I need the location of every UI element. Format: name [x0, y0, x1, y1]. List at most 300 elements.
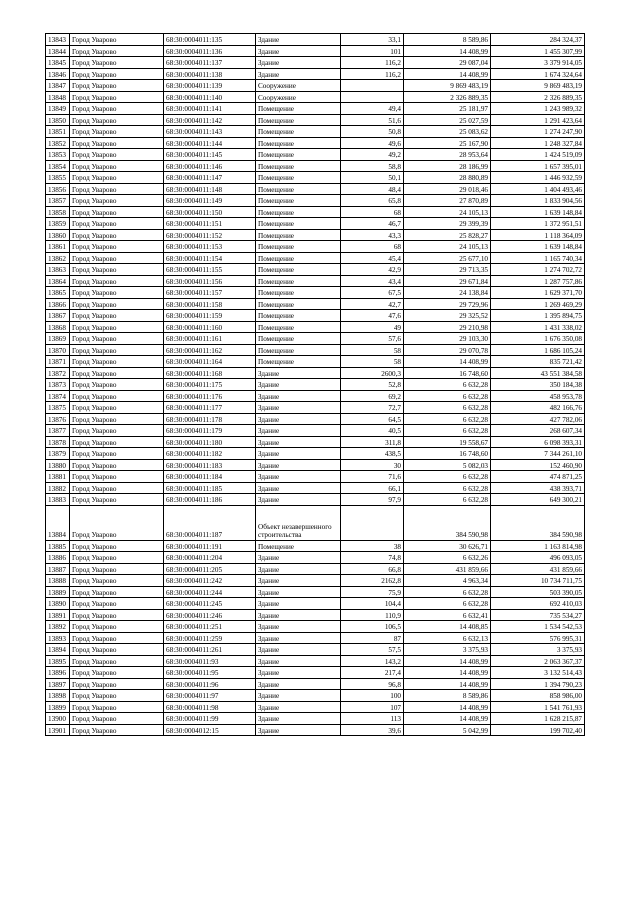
unit-value-cell: 6 632,28 [404, 390, 491, 402]
object-type-cell: Помещение [256, 287, 341, 299]
row-number-cell: 13872 [46, 367, 70, 379]
row-number-cell: 13876 [46, 413, 70, 425]
table-row [46, 195, 585, 207]
object-type-cell: Здание [256, 482, 341, 494]
unit-value-cell: 14 408,99 [404, 356, 491, 368]
row-number-cell: 13888 [46, 575, 70, 587]
row-number-cell: 13886 [46, 552, 70, 564]
unit-value-cell: 6 632,28 [404, 482, 491, 494]
cadastral-value-cell: 1 676 350,08 [491, 333, 585, 345]
cadastral-value-cell: 1 243 989,32 [491, 103, 585, 115]
table-row [46, 183, 585, 195]
table-row [46, 621, 585, 633]
object-type-cell: Помещение [256, 333, 341, 345]
row-number-cell: 13862 [46, 252, 70, 264]
unit-value-cell: 4 963,34 [404, 575, 491, 587]
object-type-cell: Помещение [256, 321, 341, 333]
object-type-cell: Помещение [256, 229, 341, 241]
cadastral-value-cell: 1 686 105,24 [491, 344, 585, 356]
row-number-cell: 13845 [46, 57, 70, 69]
table-row [46, 471, 585, 483]
table-row [46, 505, 585, 540]
unit-value-cell: 6 632,13 [404, 632, 491, 644]
area-cell: 43,3 [341, 229, 404, 241]
cadastral-number-cell: 68:30:0004011:183 [164, 459, 256, 471]
unit-value-cell: 29 103,30 [404, 333, 491, 345]
row-number-cell: 13900 [46, 713, 70, 725]
cadastral-number-cell: 68:30:0004011:261 [164, 644, 256, 656]
area-cell: 57,5 [341, 644, 404, 656]
city-cell: Город Уварово [70, 183, 164, 195]
unit-value-cell: 6 632,28 [404, 586, 491, 598]
cadastral-value-cell: 1 287 757,86 [491, 275, 585, 287]
city-cell: Город Уварово [70, 482, 164, 494]
unit-value-cell: 29 087,04 [404, 57, 491, 69]
city-cell: Город Уварово [70, 436, 164, 448]
unit-value-cell: 14 408,85 [404, 621, 491, 633]
row-number-cell: 13897 [46, 678, 70, 690]
unit-value-cell: 29 325,52 [404, 310, 491, 322]
row-number-cell: 13871 [46, 356, 70, 368]
city-cell: Город Уварово [70, 172, 164, 184]
city-cell: Город Уварово [70, 68, 164, 80]
city-cell: Город Уварово [70, 494, 164, 506]
cadastral-value-cell: 350 184,38 [491, 379, 585, 391]
cadastral-number-cell: 68:30:0004011:158 [164, 298, 256, 310]
cadastral-value-cell: 1 628 215,87 [491, 713, 585, 725]
unit-value-cell: 3 375,93 [404, 644, 491, 656]
row-number-cell: 13882 [46, 482, 70, 494]
object-type-cell: Помещение [256, 298, 341, 310]
cadastral-value-cell: 3 132 514,43 [491, 667, 585, 679]
object-type-cell: Помещение [256, 183, 341, 195]
table-row [46, 552, 585, 564]
city-cell: Город Уварово [70, 103, 164, 115]
area-cell: 45,4 [341, 252, 404, 264]
table-row [46, 459, 585, 471]
object-type-cell: Здание [256, 402, 341, 414]
table-row [46, 275, 585, 287]
unit-value-cell: 29 729,96 [404, 298, 491, 310]
cadastral-number-cell: 68:30:0004011:144 [164, 137, 256, 149]
cadastral-number-cell: 68:30:0004011:155 [164, 264, 256, 276]
unit-value-cell: 28 953,64 [404, 149, 491, 161]
city-cell: Город Уварово [70, 126, 164, 138]
unit-value-cell: 29 399,39 [404, 218, 491, 230]
table-row [46, 482, 585, 494]
area-cell: 113 [341, 713, 404, 725]
object-type-cell: Здание [256, 425, 341, 437]
unit-value-cell: 14 408,99 [404, 701, 491, 713]
area-cell: 311,8 [341, 436, 404, 448]
object-type-cell: Здание [256, 68, 341, 80]
city-cell: Город Уварово [70, 609, 164, 621]
city-cell: Город Уварово [70, 91, 164, 103]
cadastral-number-cell: 68:30:0004011:93 [164, 655, 256, 667]
row-number-cell: 13891 [46, 609, 70, 621]
object-type-cell: Здание [256, 701, 341, 713]
cadastral-number-cell: 68:30:0004011:164 [164, 356, 256, 368]
table-row [46, 344, 585, 356]
table-row [46, 713, 585, 725]
row-number-cell: 13852 [46, 137, 70, 149]
cadastral-number-cell: 68:30:0004011:140 [164, 91, 256, 103]
unit-value-cell: 5 082,03 [404, 459, 491, 471]
cadastral-value-cell: 858 986,00 [491, 690, 585, 702]
area-cell: 43,4 [341, 275, 404, 287]
row-number-cell: 13854 [46, 160, 70, 172]
unit-value-cell: 6 632,28 [404, 598, 491, 610]
object-type-cell: Здание [256, 45, 341, 57]
area-cell: 48,4 [341, 183, 404, 195]
row-number-cell: 13867 [46, 310, 70, 322]
area-cell: 68 [341, 241, 404, 253]
object-type-cell: Здание [256, 57, 341, 69]
city-cell: Город Уварово [70, 356, 164, 368]
cadastral-value-cell: 199 702,40 [491, 724, 585, 736]
area-cell: 67,5 [341, 287, 404, 299]
row-number-cell: 13868 [46, 321, 70, 333]
row-number-cell: 13896 [46, 667, 70, 679]
table-row [46, 644, 585, 656]
row-number-cell: 13844 [46, 45, 70, 57]
object-type-cell: Помещение [256, 126, 341, 138]
area-cell: 49,4 [341, 103, 404, 115]
area-cell: 2162,8 [341, 575, 404, 587]
cadastral-number-cell: 68:30:0004011:137 [164, 57, 256, 69]
unit-value-cell: 5 042,99 [404, 724, 491, 736]
city-cell: Город Уварово [70, 137, 164, 149]
row-number-cell: 13887 [46, 563, 70, 575]
cadastral-value-cell: 1 118 364,09 [491, 229, 585, 241]
table-row [46, 252, 585, 264]
cadastral-number-cell: 68:30:0004011:154 [164, 252, 256, 264]
row-number-cell: 13901 [46, 724, 70, 736]
cadastral-number-cell: 68:30:0004011:251 [164, 621, 256, 633]
object-type-cell: Здание [256, 678, 341, 690]
object-type-cell: Здание [256, 598, 341, 610]
cadastral-number-cell: 68:30:0004011:139 [164, 80, 256, 92]
table-row [46, 114, 585, 126]
cadastral-value-cell: 1 629 371,70 [491, 287, 585, 299]
unit-value-cell: 6 632,28 [404, 425, 491, 437]
cadastral-number-cell: 68:30:0004011:98 [164, 701, 256, 713]
cadastral-value-cell: 431 859,66 [491, 563, 585, 575]
cadastral-number-cell: 68:30:0004011:143 [164, 126, 256, 138]
row-number-cell: 13899 [46, 701, 70, 713]
row-number-cell: 13843 [46, 34, 70, 46]
object-type-cell: Здание [256, 563, 341, 575]
unit-value-cell: 14 408,99 [404, 655, 491, 667]
table-row [46, 690, 585, 702]
city-cell: Город Уварово [70, 206, 164, 218]
row-number-cell: 13889 [46, 586, 70, 598]
cadastral-number-cell: 68:30:0004011:136 [164, 45, 256, 57]
row-number-cell: 13898 [46, 690, 70, 702]
unit-value-cell: 29 671,84 [404, 275, 491, 287]
city-cell: Город Уварово [70, 298, 164, 310]
unit-value-cell: 25 828,27 [404, 229, 491, 241]
city-cell: Город Уварово [70, 575, 164, 587]
cadastral-number-cell: 68:30:0004011:96 [164, 678, 256, 690]
area-cell: 49,2 [341, 149, 404, 161]
object-type-cell: Здание [256, 379, 341, 391]
object-type-cell: Здание [256, 413, 341, 425]
area-cell: 52,8 [341, 379, 404, 391]
table-row [46, 367, 585, 379]
unit-value-cell: 24 138,84 [404, 287, 491, 299]
cadastral-value-cell: 10 734 711,75 [491, 575, 585, 587]
table-row [46, 402, 585, 414]
cadastral-number-cell: 68:30:0004011:175 [164, 379, 256, 391]
cadastral-value-cell: 2 063 367,37 [491, 655, 585, 667]
object-type-cell: Помещение [256, 114, 341, 126]
cadastral-number-cell: 68:30:0004011:178 [164, 413, 256, 425]
unit-value-cell: 6 632,41 [404, 609, 491, 621]
table-row [46, 137, 585, 149]
cadastral-number-cell: 68:30:0004011:168 [164, 367, 256, 379]
table-row [46, 356, 585, 368]
city-cell: Город Уварово [70, 471, 164, 483]
object-type-cell: Здание [256, 390, 341, 402]
area-cell: 72,7 [341, 402, 404, 414]
city-cell: Город Уварово [70, 724, 164, 736]
cadastral-number-cell: 68:30:0004011:97 [164, 690, 256, 702]
city-cell: Город Уварово [70, 540, 164, 552]
area-cell: 40,5 [341, 425, 404, 437]
unit-value-cell: 24 105,13 [404, 206, 491, 218]
table-row [46, 609, 585, 621]
area-cell: 46,7 [341, 218, 404, 230]
city-cell: Город Уварово [70, 252, 164, 264]
cadastral-value-cell: 1 455 307,99 [491, 45, 585, 57]
object-type-cell: Помещение [256, 149, 341, 161]
object-type-cell: Помещение [256, 172, 341, 184]
cadastral-number-cell: 68:30:0004011:95 [164, 667, 256, 679]
unit-value-cell: 16 748,60 [404, 367, 491, 379]
cadastral-value-cell: 503 390,05 [491, 586, 585, 598]
unit-value-cell: 6 632,28 [404, 494, 491, 506]
cadastral-value-cell: 1 269 469,29 [491, 298, 585, 310]
city-cell: Город Уварово [70, 459, 164, 471]
unit-value-cell: 16 748,60 [404, 448, 491, 460]
object-type-cell: Здание [256, 632, 341, 644]
cadastral-number-cell: 68:30:0004011:135 [164, 34, 256, 46]
row-number-cell: 13881 [46, 471, 70, 483]
table-row [46, 241, 585, 253]
cadastral-value-cell: 152 460,90 [491, 459, 585, 471]
object-type-cell: Помещение [256, 344, 341, 356]
row-number-cell: 13883 [46, 494, 70, 506]
table-row [46, 45, 585, 57]
city-cell: Город Уварово [70, 344, 164, 356]
cadastral-value-cell: 3 379 914,05 [491, 57, 585, 69]
area-cell: 49 [341, 321, 404, 333]
cadastral-value-cell: 1 274 247,90 [491, 126, 585, 138]
cadastral-value-cell: 1 674 324,64 [491, 68, 585, 80]
row-number-cell: 13880 [46, 459, 70, 471]
unit-value-cell: 2 326 889,35 [404, 91, 491, 103]
cadastral-value-cell: 2 326 889,35 [491, 91, 585, 103]
unit-value-cell: 14 408,99 [404, 678, 491, 690]
area-cell: 65,8 [341, 195, 404, 207]
cadastral-value-cell: 284 324,37 [491, 34, 585, 46]
cadastral-number-cell: 68:30:0004011:180 [164, 436, 256, 448]
area-cell: 75,9 [341, 586, 404, 598]
cadastral-number-cell: 68:30:0004011:149 [164, 195, 256, 207]
cadastral-number-cell: 68:30:0004011:150 [164, 206, 256, 218]
cadastral-value-cell: 1 372 951,51 [491, 218, 585, 230]
area-cell: 66,1 [341, 482, 404, 494]
object-type-cell: Здание [256, 655, 341, 667]
object-type-cell: Здание [256, 575, 341, 587]
city-cell: Город Уварово [70, 701, 164, 713]
row-number-cell: 13861 [46, 241, 70, 253]
area-cell: 106,5 [341, 621, 404, 633]
city-cell: Город Уварово [70, 264, 164, 276]
city-cell: Город Уварово [70, 690, 164, 702]
unit-value-cell: 25 181,97 [404, 103, 491, 115]
area-cell: 42,9 [341, 264, 404, 276]
unit-value-cell: 6 632,28 [404, 402, 491, 414]
table-row [46, 229, 585, 241]
unit-value-cell: 30 626,71 [404, 540, 491, 552]
city-cell: Город Уварово [70, 448, 164, 460]
cadastral-number-cell: 68:30:0004011:179 [164, 425, 256, 437]
row-number-cell: 13893 [46, 632, 70, 644]
area-cell: 71,6 [341, 471, 404, 483]
city-cell: Город Уварово [70, 241, 164, 253]
row-number-cell: 13873 [46, 379, 70, 391]
cadastral-value-cell: 496 093,05 [491, 552, 585, 564]
object-type-cell: Помещение [256, 264, 341, 276]
unit-value-cell: 25 027,59 [404, 114, 491, 126]
table-row [46, 678, 585, 690]
unit-value-cell: 384 590,98 [404, 505, 491, 540]
table-row [46, 425, 585, 437]
area-cell: 97,9 [341, 494, 404, 506]
cadastral-value-cell: 7 344 261,10 [491, 448, 585, 460]
row-number-cell: 13874 [46, 390, 70, 402]
area-cell: 58 [341, 356, 404, 368]
object-type-cell: Помещение [256, 241, 341, 253]
cadastral-value-cell: 3 375,93 [491, 644, 585, 656]
city-cell: Город Уварово [70, 621, 164, 633]
cadastral-number-cell: 68:30:0004011:142 [164, 114, 256, 126]
unit-value-cell: 431 859,66 [404, 563, 491, 575]
table-row [46, 298, 585, 310]
unit-value-cell: 24 105,13 [404, 241, 491, 253]
table-row [46, 149, 585, 161]
cadastral-value-cell: 1 639 148,84 [491, 206, 585, 218]
unit-value-cell: 8 589,86 [404, 690, 491, 702]
area-cell: 68 [341, 206, 404, 218]
cadastral-value-cell: 1 424 519,09 [491, 149, 585, 161]
area-cell: 2600,3 [341, 367, 404, 379]
cadastral-number-cell: 68:30:0004011:141 [164, 103, 256, 115]
cadastral-value-cell: 384 590,98 [491, 505, 585, 540]
object-type-cell: Здание [256, 34, 341, 46]
table-row [46, 103, 585, 115]
cadastral-value-cell: 482 166,76 [491, 402, 585, 414]
table-row [46, 218, 585, 230]
object-type-cell: Помещение [256, 310, 341, 322]
city-cell: Город Уварово [70, 275, 164, 287]
cadastral-number-cell: 68:30:0004011:259 [164, 632, 256, 644]
cadastral-number-cell: 68:30:0004011:244 [164, 586, 256, 598]
cadastral-value-cell: 649 300,21 [491, 494, 585, 506]
table-row [46, 413, 585, 425]
cadastral-value-cell: 427 782,06 [491, 413, 585, 425]
area-cell: 49,6 [341, 137, 404, 149]
cadastral-value-table [45, 33, 585, 736]
row-number-cell: 13884 [46, 505, 70, 540]
table-row [46, 563, 585, 575]
cadastral-value-cell: 1 163 814,98 [491, 540, 585, 552]
city-cell: Город Уварово [70, 34, 164, 46]
area-cell: 143,2 [341, 655, 404, 667]
object-type-cell: Здание [256, 724, 341, 736]
cadastral-number-cell: 68:30:0004011:185 [164, 482, 256, 494]
city-cell: Город Уварово [70, 333, 164, 345]
cadastral-value-cell: 1 274 702,72 [491, 264, 585, 276]
city-cell: Город Уварово [70, 586, 164, 598]
object-type-cell: Здание [256, 471, 341, 483]
row-number-cell: 13855 [46, 172, 70, 184]
unit-value-cell: 6 632,28 [404, 413, 491, 425]
city-cell: Город Уварово [70, 425, 164, 437]
object-type-cell: Помещение [256, 275, 341, 287]
row-number-cell: 13892 [46, 621, 70, 633]
city-cell: Город Уварово [70, 218, 164, 230]
row-number-cell: 13863 [46, 264, 70, 276]
object-type-cell: Здание [256, 713, 341, 725]
city-cell: Город Уварово [70, 413, 164, 425]
row-number-cell: 13859 [46, 218, 70, 230]
cadastral-value-cell: 1 404 493,46 [491, 183, 585, 195]
city-cell: Город Уварово [70, 367, 164, 379]
table-row [46, 667, 585, 679]
city-cell: Город Уварово [70, 598, 164, 610]
cadastral-value-cell: 1 639 148,84 [491, 241, 585, 253]
cadastral-value-cell: 1 534 542,53 [491, 621, 585, 633]
unit-value-cell: 6 632,28 [404, 471, 491, 483]
object-type-cell: Помещение [256, 137, 341, 149]
row-number-cell: 13878 [46, 436, 70, 448]
area-cell: 66,8 [341, 563, 404, 575]
area-cell: 51,6 [341, 114, 404, 126]
row-number-cell: 13849 [46, 103, 70, 115]
city-cell: Город Уварово [70, 667, 164, 679]
cadastral-number-cell: 68:30:0004011:162 [164, 344, 256, 356]
cadastral-number-cell: 68:30:0004011:245 [164, 598, 256, 610]
row-number-cell: 13856 [46, 183, 70, 195]
cadastral-number-cell: 68:30:0004011:182 [164, 448, 256, 460]
city-cell: Город Уварово [70, 195, 164, 207]
object-type-cell: Помещение [256, 252, 341, 264]
cadastral-value-cell: 692 410,03 [491, 598, 585, 610]
area-cell [341, 505, 404, 540]
row-number-cell: 13895 [46, 655, 70, 667]
row-number-cell: 13846 [46, 68, 70, 80]
cadastral-number-cell: 68:30:0004011:151 [164, 218, 256, 230]
city-cell: Город Уварово [70, 229, 164, 241]
table-row [46, 540, 585, 552]
row-number-cell: 13869 [46, 333, 70, 345]
object-type-cell: Здание [256, 552, 341, 564]
table-row [46, 287, 585, 299]
city-cell: Город Уварово [70, 678, 164, 690]
